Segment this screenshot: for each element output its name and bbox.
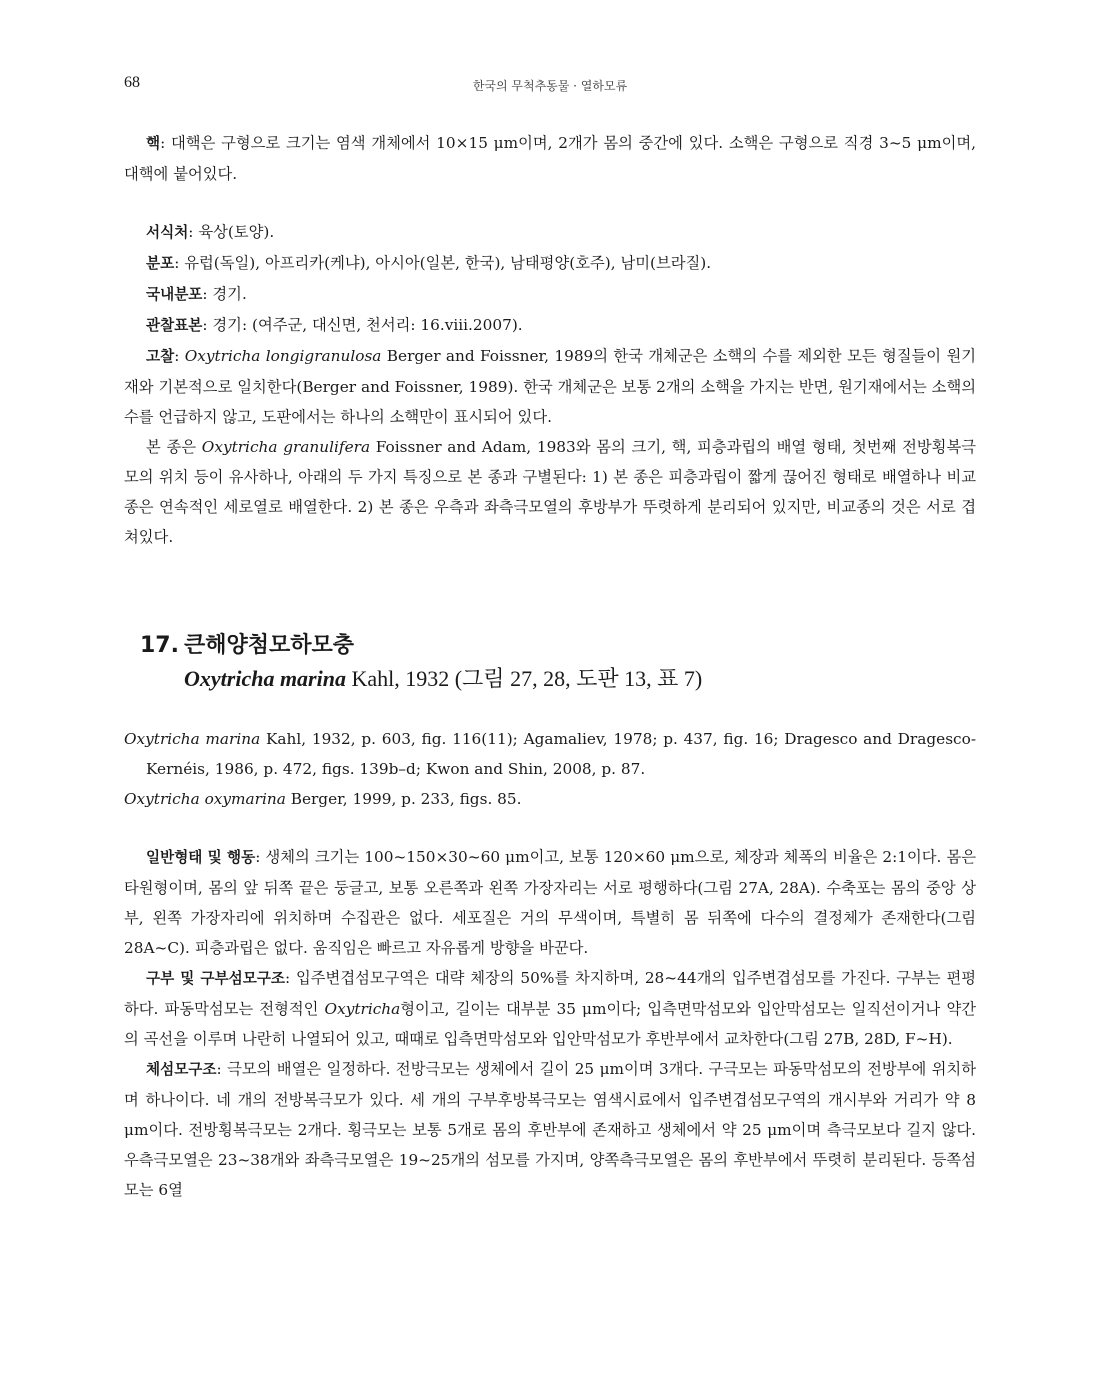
remarks-text-1: Berger and Foissner, 1989의 한국 개체군은 소핵의 수를 제외한 모든 형질들이 원기재와 기본적으로 일치한다(Berger and Foissner, 1989). 한국 개체군은 보통 2개의 소핵을 가지는 반면, 원기재에서는 소핵의 수를 언급하지 않고, 도판에서는 하나의 소핵만이 표시되어 있다. (124, 347, 976, 426)
remarks-colon: : (174, 347, 185, 365)
page-header (124, 74, 976, 98)
distribution-paragraph (124, 248, 976, 279)
specimen-label: 관찰표본 (146, 317, 203, 334)
remarks-paragraph-2 (124, 432, 976, 552)
remarks-compare-species: Oxytricha granulifera (201, 438, 371, 456)
species-scientific-name: Oxytricha marina (184, 666, 346, 691)
oral-text-b: 형이고, 길이는 대부분 35 μm이다; 입측면막섬모와 입안막섬모는 일직선이거나 약간의 곡선을 이루며 나란히 나열되어 있고, 때때로 입측면막섬모와 입안막섬모가 후반부에서 교차한다(그림 27B, 28D, F~H). (124, 1000, 976, 1048)
oral-text-a: : 입주변겹섬모구역은 대략 체장의 50%를 차지하며, 28~44개의 입주변겹섬모를 가진다. 구부는 편평하다. 파동막섬모는 전형적인 (124, 969, 976, 1018)
specimen-paragraph (124, 310, 976, 341)
remarks-species-name: Oxytricha longigranulosa (184, 347, 382, 365)
remarks-paragraph-1 (124, 341, 976, 432)
morphology-label: 일반형태 및 행동 (146, 849, 256, 866)
habitat-text: : 육상(토양). (188, 223, 275, 241)
species-korean-name: 큰해양첨모하모충 (184, 633, 355, 658)
page-number: 68 (124, 74, 140, 91)
domestic-label: 국내분포 (146, 286, 203, 303)
ciliature-label: 체섬모구조 (146, 1061, 217, 1078)
synonym-1 (124, 724, 976, 784)
specimen-text: : 경기: (여주군, 대신면, 천서리: 16.viii.2007). (202, 316, 523, 334)
remarks-text-2a: 본 종은 (146, 438, 202, 456)
synonym-2 (124, 784, 976, 814)
morphology-paragraph (124, 842, 976, 963)
ciliature-paragraph (124, 1054, 976, 1205)
nucleus-paragraph (124, 128, 976, 189)
nucleus-text: : 대핵은 구형으로 크기는 염색 개체에서 10×15 μm이며, 2개가 몸의 중간에 있다. 소핵은 구형으로 직경 3~5 μm이며, 대핵에 붙어있다. (124, 134, 976, 183)
species-heading (140, 630, 976, 696)
remarks-text-2b: Foissner and Adam, 1983와 몸의 크기, 핵, 피층과립의 배열 형태, 첫번째 전방횡복극모의 위치 등이 유사하나, 아래의 두 가지 특징으로 본 종과 구별된다: 1) 본 종은 피층과립이 짧게 끊어진 형태로 배열하나 비교종은 연속적인 세로열로 배열한다. 2) 본 종은 우측과 좌측극모열의 후방부가 뚜렷하게 분리되어 있지만, 비교종의 것은 서로 겹쳐있다. (124, 438, 976, 546)
domestic-paragraph (124, 279, 976, 310)
synonym-1-name: Oxytricha marina (124, 730, 261, 748)
synonym-2-name: Oxytricha oxymarina (124, 790, 286, 808)
distribution-text: : 유럽(독일), 아프리카(케냐), 아시아(일본, 한국), 남태평양(호주), 남미(브라질). (174, 254, 712, 272)
species-author: Kahl, 1932 (그림 27, 28, 도판 13, 표 7) (345, 666, 703, 691)
morphology-text: : 생체의 크기는 100~150×30~60 μm이고, 보통 120×60 μm으로, 체장과 체폭의 비율은 2:1이다. 몸은 타원형이며, 몸의 앞 뒤쪽 끝은 둥글고, 보통 오른쪽과 왼쪽 가장자리는 서로 평행하다(그림 27A, 28A). 수축포는 몸의 중앙 상부, 왼쪽 가장자리에 위치하며 수집관은 없다. 세포질은 거의 무색이며, 특별히 몸 뒤쪽에 다수의 결정체가 존재한다(그림 28A~C). 피층과립은 없다. 움직임은 빠르고 자유롭게 방향을 바꾼다. (124, 848, 976, 957)
page-body (124, 128, 976, 1205)
domestic-text: : 경기. (202, 285, 247, 303)
oral-paragraph (124, 963, 976, 1054)
oral-genus-name: Oxytricha (324, 1000, 401, 1018)
synonym-1-text: Kahl, 1932, p. 603, fig. 116(11); Agamaliev, 1978; p. 437, fig. 16; Dragesco and Dragesco-Kernéis, 1986, p. 472, figs. 139b–d; Kwon and Shin, 2008, p. 87. (146, 730, 976, 778)
habitat-label: 서식처 (146, 224, 189, 241)
habitat-paragraph (124, 217, 976, 248)
species-number: 17. (140, 633, 179, 658)
oral-label: 구부 및 구부섬모구조 (146, 970, 285, 987)
nucleus-label: 핵 (146, 135, 161, 152)
ciliature-text: : 극모의 배열은 일정하다. 전방극모는 생체에서 길이 25 μm이며 3개다. 구극모는 파동막섬모의 전방부에 위치하며 하나이다. 네 개의 전방복극모가 있다. 세 개의 구부후방복극모는 염색시료에서 입주변겹섬모구역의 개시부와 거리가 약 8 μm이다. 전방횡복극모는 2개다. 횡극모는 보통 5개로 몸의 후반부에 존재하고 생체에서 약 25 μm이며 측극모보다 길지 않다. 우측극모열은 23~38개와 좌측극모열은 19~25개의 섬모를 가지며, 양쪽측극모열은 몸의 후반부에서 뚜렷히 분리된다. 등쪽섬모는 6열 (124, 1060, 976, 1199)
remarks-label: 고찰 (146, 348, 175, 365)
synonym-2-text: Berger, 1999, p. 233, figs. 85. (285, 790, 522, 808)
running-title: 한국의 무척추동물 · 열하모류 (472, 79, 628, 93)
distribution-label: 분포 (146, 255, 175, 272)
